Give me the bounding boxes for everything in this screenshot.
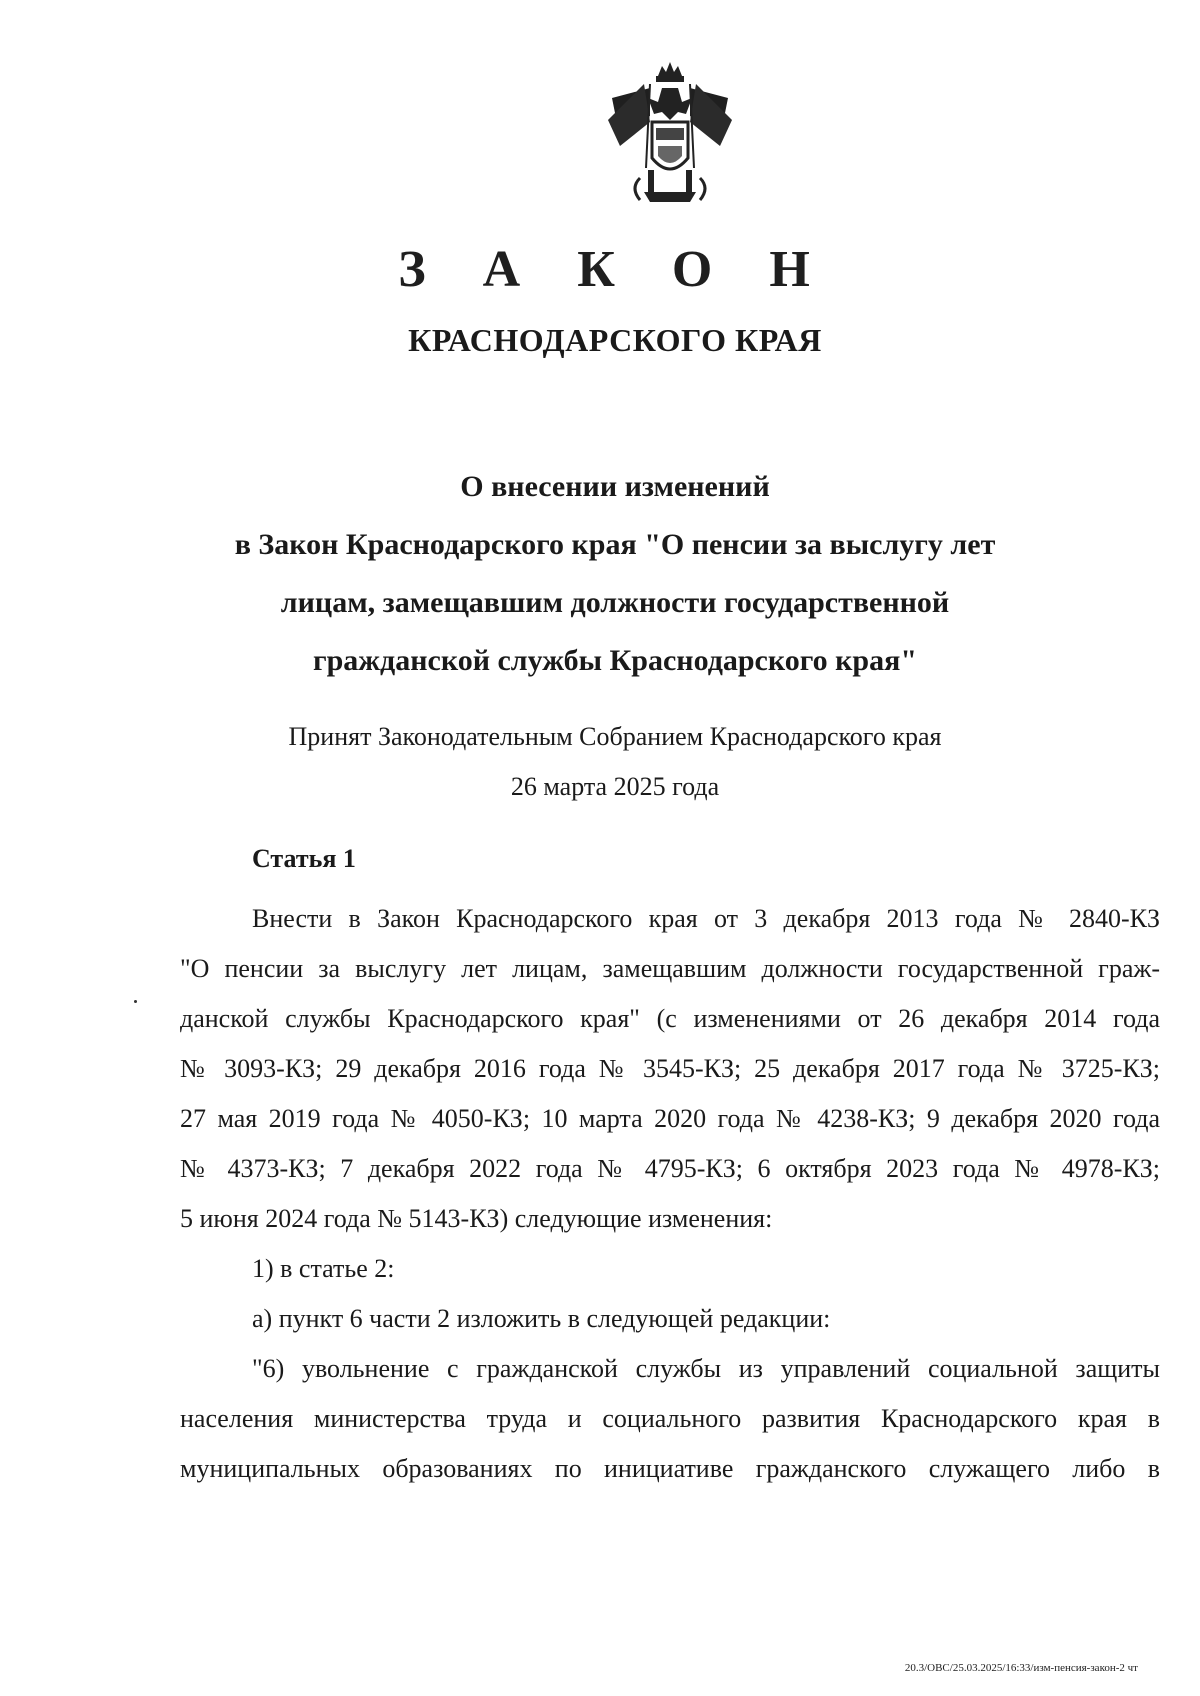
paragraph-line: Внести в Закон Краснодарского края от 3 декабря 2013 года № 2840-КЗ — [252, 904, 1160, 933]
adoption-note — [0, 712, 1200, 812]
paragraph-line: "О пенсии за выслугу лет лицам, замещавшим должности государственной граж- — [180, 954, 1160, 983]
law-heading: З А К О Н — [398, 241, 832, 298]
paragraph-line: № 3093-КЗ; 29 декабря 2016 года № 3545-КЗ; 25 декабря 2017 года № 3725-КЗ; — [180, 1054, 1160, 1083]
region-heading: КРАСНОДАРСКОГО КРАЯ — [408, 322, 822, 358]
paragraph-line: № 4373-КЗ; 7 декабря 2022 года № 4795-КЗ; 6 октября 2023 года № 4978-КЗ; — [180, 1154, 1160, 1183]
article-heading: Статья 1 — [252, 844, 356, 873]
law-title-line: лицам, замещавшим должности государственной — [280, 586, 950, 619]
law-title-line: в Закон Краснодарского края "О пенсии за выслугу лет — [234, 528, 996, 561]
list-item: 1) в статье 2: — [252, 1254, 395, 1283]
law-title-line: гражданской службы Краснодарского края" — [312, 644, 917, 677]
scan-speck — [134, 1000, 137, 1003]
paragraph-line: данской службы Краснодарского края" (с изменениями от 26 декабря 2014 года — [180, 1004, 1160, 1033]
document-code: 20.3/ОВС/25.03.2025/16:33/изм-пенсия-закон-2 чт — [904, 1662, 1138, 1674]
quote-line: "6) увольнение с гражданской службы из управлений социальной защиты — [252, 1354, 1160, 1383]
law-title-line: О внесении изменений — [460, 470, 770, 503]
paragraph-line: 27 мая 2019 года № 4050-КЗ; 10 марта 2020 года № 4238-КЗ; 9 декабря 2020 года — [180, 1104, 1160, 1133]
coat-of-arms-icon — [600, 58, 740, 208]
article-paragraph — [180, 894, 1160, 1494]
paragraph-line: 5 июня 2024 года № 5143-КЗ) следующие изменения: — [180, 1204, 773, 1233]
list-item: а) пункт 6 части 2 изложить в следующей редакции: — [252, 1304, 831, 1333]
law-title — [0, 458, 1200, 690]
quote-line: населения министерства труда и социального развития Краснодарского края в — [180, 1404, 1160, 1433]
adoption-line: Принят Законодательным Собранием Краснодарского края — [288, 722, 942, 751]
quote-line: муниципальных образованиях по инициативе гражданского служащего либо в — [180, 1454, 1160, 1483]
adoption-date: 26 марта 2025 года — [510, 772, 720, 801]
